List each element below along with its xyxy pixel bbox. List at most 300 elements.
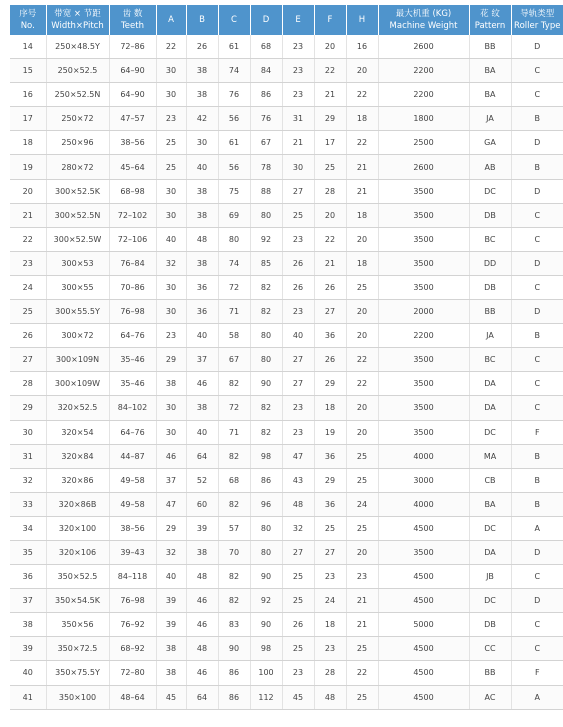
table-cell: 100 <box>250 661 282 685</box>
table-cell: 32 <box>282 516 314 540</box>
table-cell: 300×53 <box>46 251 109 275</box>
table-row <box>10 324 563 348</box>
table-cell: 26 <box>282 613 314 637</box>
table-cell: 19 <box>10 155 46 179</box>
table-cell: BA <box>469 59 511 83</box>
table-cell: 21 <box>314 251 346 275</box>
table-cell: 3500 <box>378 275 469 299</box>
table-cell: 25 <box>156 155 186 179</box>
column-header-sublabel: No. <box>20 21 35 31</box>
table-cell: 24 <box>346 492 378 516</box>
table-cell: BB <box>469 661 511 685</box>
table-cell: 49–58 <box>109 492 156 516</box>
table-cell: D <box>511 35 563 59</box>
table-cell: GA <box>469 131 511 155</box>
table-cell: 20 <box>346 300 378 324</box>
table-cell: 23 <box>282 420 314 444</box>
table-cell: 36 <box>186 300 218 324</box>
table-cell: 80 <box>250 516 282 540</box>
table-cell: 98 <box>250 444 282 468</box>
table-cell: 32 <box>156 251 186 275</box>
table-cell: 22 <box>314 227 346 251</box>
table-cell: 3500 <box>378 420 469 444</box>
table-cell: 48 <box>314 685 346 709</box>
table-cell: 86 <box>250 468 282 492</box>
table-cell: 2000 <box>378 300 469 324</box>
table-cell: C <box>511 227 563 251</box>
table-cell: 49–58 <box>109 468 156 492</box>
table-cell: 34 <box>10 516 46 540</box>
table-cell: 23 <box>282 227 314 251</box>
table-row <box>10 637 563 661</box>
table-cell: 4500 <box>378 516 469 540</box>
table-cell: DA <box>469 372 511 396</box>
table-cell: 26 <box>282 275 314 299</box>
table-cell: 250×72 <box>46 107 109 131</box>
table-cell: 56 <box>218 155 250 179</box>
table-cell: 23 <box>156 107 186 131</box>
table-cell: 46 <box>186 661 218 685</box>
table-cell: 29 <box>314 372 346 396</box>
table-cell: 45–64 <box>109 155 156 179</box>
table-cell: 38 <box>186 251 218 275</box>
table-cell: 69 <box>218 203 250 227</box>
table-cell: 30 <box>282 155 314 179</box>
table-cell: 38 <box>186 203 218 227</box>
table-cell: 23 <box>282 300 314 324</box>
table-cell: 90 <box>250 565 282 589</box>
table-row <box>10 420 563 444</box>
column-header-label: E <box>295 15 301 25</box>
table-row <box>10 396 563 420</box>
table-cell: C <box>511 348 563 372</box>
table-cell: 300×109N <box>46 348 109 372</box>
table-cell: 36 <box>10 565 46 589</box>
table-row <box>10 516 563 540</box>
table-row <box>10 685 563 709</box>
header-row <box>10 5 563 35</box>
table-cell: 22 <box>156 35 186 59</box>
table-cell: 45 <box>282 685 314 709</box>
table-cell: 29 <box>156 516 186 540</box>
table-cell: 48 <box>186 565 218 589</box>
table-cell: 25 <box>346 275 378 299</box>
table-cell: 85 <box>250 251 282 275</box>
table-cell: 27 <box>282 372 314 396</box>
table-cell: 45 <box>156 685 186 709</box>
table-cell: 39 <box>10 637 46 661</box>
table-cell: D <box>511 589 563 613</box>
table-cell: DB <box>469 275 511 299</box>
table-cell: 90 <box>218 637 250 661</box>
table-cell: D <box>511 540 563 564</box>
table-cell: 60 <box>186 492 218 516</box>
table-cell: 90 <box>250 613 282 637</box>
table-cell: 25 <box>346 685 378 709</box>
table-cell: 68 <box>218 468 250 492</box>
column-header <box>469 5 511 35</box>
table-cell: 27 <box>10 348 46 372</box>
table-cell: 39–43 <box>109 540 156 564</box>
table-cell: C <box>511 83 563 107</box>
table-cell: 32 <box>156 540 186 564</box>
table-cell: 72–102 <box>109 203 156 227</box>
table-cell: 25 <box>282 565 314 589</box>
table-cell: 18 <box>10 131 46 155</box>
table-cell: 22 <box>346 661 378 685</box>
table-cell: 25 <box>346 516 378 540</box>
table-cell: B <box>511 324 563 348</box>
table-cell: DC <box>469 589 511 613</box>
table-cell: 86 <box>218 661 250 685</box>
table-cell: 40 <box>156 565 186 589</box>
table-cell: 39 <box>186 516 218 540</box>
table-cell: 24 <box>10 275 46 299</box>
table-cell: 23 <box>314 565 346 589</box>
table-cell: 26 <box>314 348 346 372</box>
table-cell: 2500 <box>378 131 469 155</box>
column-header-label: 序号 <box>19 9 37 19</box>
table-cell: 82 <box>218 492 250 516</box>
table-cell: 3500 <box>378 348 469 372</box>
table-cell: 44–87 <box>109 444 156 468</box>
table-cell: 82 <box>250 300 282 324</box>
table-cell: 22 <box>346 83 378 107</box>
table-cell: 20 <box>346 227 378 251</box>
table-cell: 26 <box>186 35 218 59</box>
table-cell: 3000 <box>378 468 469 492</box>
table-cell: 71 <box>218 300 250 324</box>
table-cell: 80 <box>250 324 282 348</box>
table-cell: 36 <box>314 324 346 348</box>
table-cell: 350×72.5 <box>46 637 109 661</box>
table-cell: 80 <box>218 227 250 251</box>
column-header-label: 齿 数 <box>122 9 143 19</box>
table-cell: 300×55 <box>46 275 109 299</box>
table-cell: BB <box>469 35 511 59</box>
table-row <box>10 613 563 637</box>
table-cell: 300×52.5N <box>46 203 109 227</box>
table-cell: 64–76 <box>109 420 156 444</box>
table-cell: 20 <box>346 59 378 83</box>
column-header-label: C <box>231 15 237 25</box>
table-cell: 3500 <box>378 540 469 564</box>
table-cell: D <box>511 131 563 155</box>
table-cell: 52 <box>186 468 218 492</box>
table-cell: BB <box>469 300 511 324</box>
column-header <box>511 5 563 35</box>
table-cell: 76 <box>218 83 250 107</box>
table-cell: 38 <box>156 661 186 685</box>
table-cell: 36 <box>314 444 346 468</box>
table-cell: C <box>511 203 563 227</box>
table-cell: 23 <box>282 661 314 685</box>
table-cell: 25 <box>346 444 378 468</box>
table-cell: 88 <box>250 179 282 203</box>
table-cell: 40 <box>156 227 186 251</box>
table-cell: 3500 <box>378 227 469 251</box>
table-cell: C <box>511 637 563 661</box>
table-cell: 3500 <box>378 396 469 420</box>
table-cell: 23 <box>10 251 46 275</box>
table-cell: 20 <box>314 203 346 227</box>
table-cell: DC <box>469 420 511 444</box>
table-cell: JA <box>469 324 511 348</box>
table-cell: 57 <box>218 516 250 540</box>
table-cell: 23 <box>156 324 186 348</box>
table-row <box>10 444 563 468</box>
table-cell: 22 <box>314 59 346 83</box>
table-cell: CB <box>469 468 511 492</box>
table-cell: 20 <box>346 396 378 420</box>
table-cell: 78 <box>250 155 282 179</box>
table-cell: 4500 <box>378 661 469 685</box>
table-cell: 4000 <box>378 444 469 468</box>
column-header <box>10 5 46 35</box>
table-cell: 14 <box>10 35 46 59</box>
table-cell: 64–90 <box>109 59 156 83</box>
column-header <box>346 5 378 35</box>
column-header-label: 花 纹 <box>480 9 500 19</box>
table-row <box>10 300 563 324</box>
table-cell: 92 <box>250 589 282 613</box>
table-cell: 250×48.5Y <box>46 35 109 59</box>
table-cell: JA <box>469 107 511 131</box>
table-cell: 47 <box>282 444 314 468</box>
table-cell: 37 <box>10 589 46 613</box>
table-cell: 70–86 <box>109 275 156 299</box>
table-cell: 4500 <box>378 565 469 589</box>
table-cell: 61 <box>218 131 250 155</box>
table-cell: 58 <box>218 324 250 348</box>
table-cell: 25 <box>314 155 346 179</box>
table-cell: 35 <box>10 540 46 564</box>
table-cell: 40 <box>10 661 46 685</box>
table-cell: 280×72 <box>46 155 109 179</box>
table-cell: D <box>511 251 563 275</box>
table-cell: 250×96 <box>46 131 109 155</box>
table-cell: 320×86 <box>46 468 109 492</box>
table-cell: 23 <box>282 396 314 420</box>
table-cell: 36 <box>314 492 346 516</box>
table-cell: 82 <box>218 444 250 468</box>
table-cell: 64–90 <box>109 83 156 107</box>
table-row <box>10 179 563 203</box>
table-cell: 72–86 <box>109 35 156 59</box>
table-cell: 5000 <box>378 613 469 637</box>
table-cell: 30 <box>156 300 186 324</box>
table-cell: 38–56 <box>109 516 156 540</box>
table-cell: 25 <box>314 516 346 540</box>
table-cell: 35–46 <box>109 348 156 372</box>
table-cell: 24 <box>314 589 346 613</box>
table-cell: 38 <box>186 179 218 203</box>
table-cell: 39 <box>156 589 186 613</box>
table-cell: BC <box>469 348 511 372</box>
table-cell: 112 <box>250 685 282 709</box>
table-cell: 48 <box>282 492 314 516</box>
table-cell: 29 <box>156 348 186 372</box>
table-cell: 38 <box>186 83 218 107</box>
table-cell: 28 <box>10 372 46 396</box>
table-cell: 37 <box>186 348 218 372</box>
table-cell: 3500 <box>378 203 469 227</box>
table-cell: 21 <box>282 131 314 155</box>
table-cell: 21 <box>314 83 346 107</box>
table-cell: B <box>511 444 563 468</box>
table-cell: 18 <box>314 613 346 637</box>
table-cell: 4500 <box>378 589 469 613</box>
table-cell: 26 <box>282 251 314 275</box>
table-cell: 320×54 <box>46 420 109 444</box>
table-cell: 67 <box>218 348 250 372</box>
table-cell: 75 <box>218 179 250 203</box>
table-cell: 4500 <box>378 637 469 661</box>
table-cell: 39 <box>156 613 186 637</box>
table-cell: 82 <box>250 396 282 420</box>
table-cell: 4500 <box>378 685 469 709</box>
table-cell: 28 <box>314 179 346 203</box>
table-cell: 18 <box>346 251 378 275</box>
table-cell: 25 <box>156 131 186 155</box>
table-cell: 76–92 <box>109 613 156 637</box>
table-cell: 2200 <box>378 83 469 107</box>
table-body <box>10 35 563 709</box>
table-cell: 38 <box>186 396 218 420</box>
table-cell: 31 <box>10 444 46 468</box>
table-cell: 27 <box>314 300 346 324</box>
table-cell: 27 <box>282 179 314 203</box>
table-cell: 350×54.5K <box>46 589 109 613</box>
table-cell: 82 <box>250 420 282 444</box>
table-cell: 300×109W <box>46 372 109 396</box>
table-cell: 20 <box>346 324 378 348</box>
table-cell: 67 <box>250 131 282 155</box>
table-cell: 18 <box>346 203 378 227</box>
table-row <box>10 540 563 564</box>
table-cell: 72–80 <box>109 661 156 685</box>
table-cell: F <box>511 420 563 444</box>
table-cell: C <box>511 396 563 420</box>
column-header <box>282 5 314 35</box>
table-cell: 76 <box>250 107 282 131</box>
table-row <box>10 275 563 299</box>
table-cell: 68–92 <box>109 637 156 661</box>
table-cell: 80 <box>250 203 282 227</box>
table-cell: 80 <box>250 540 282 564</box>
table-cell: DC <box>469 179 511 203</box>
column-header-label: H <box>358 15 366 25</box>
table-cell: 64 <box>186 444 218 468</box>
table-cell: 20 <box>314 35 346 59</box>
table-cell: DB <box>469 203 511 227</box>
table-cell: 82 <box>218 565 250 589</box>
table-row <box>10 35 563 59</box>
table-cell: 22 <box>346 372 378 396</box>
table-cell: 29 <box>314 468 346 492</box>
table-cell: DD <box>469 251 511 275</box>
table-cell: 23 <box>282 83 314 107</box>
table-cell: 22 <box>346 348 378 372</box>
table-row <box>10 589 563 613</box>
table-cell: 17 <box>10 107 46 131</box>
table-cell: 300×52.5K <box>46 179 109 203</box>
table-cell: 40 <box>186 324 218 348</box>
table-cell: 30 <box>156 59 186 83</box>
table-cell: 4000 <box>378 492 469 516</box>
table-cell: 350×75.5Y <box>46 661 109 685</box>
table-cell: 3500 <box>378 179 469 203</box>
table-row <box>10 661 563 685</box>
table-cell: 43 <box>282 468 314 492</box>
table-cell: 71 <box>218 420 250 444</box>
table-cell: 21 <box>346 613 378 637</box>
table-cell: 2200 <box>378 324 469 348</box>
table-cell: C <box>511 59 563 83</box>
table-cell: 64 <box>186 685 218 709</box>
table-cell: DB <box>469 613 511 637</box>
table-cell: 38 <box>186 59 218 83</box>
table-cell: 3500 <box>378 251 469 275</box>
table-cell: 86 <box>218 685 250 709</box>
table-cell: 29 <box>10 396 46 420</box>
table-cell: 72 <box>218 275 250 299</box>
column-header <box>186 5 218 35</box>
table-cell: B <box>511 155 563 179</box>
table-cell: 21 <box>346 179 378 203</box>
table-cell: 17 <box>314 131 346 155</box>
table-cell: 38 <box>156 372 186 396</box>
table-cell: 21 <box>346 589 378 613</box>
table-cell: 30 <box>156 203 186 227</box>
table-cell: 76–98 <box>109 300 156 324</box>
column-header-label: 导轨类型 <box>520 9 555 19</box>
spec-table <box>10 5 563 710</box>
table-cell: 27 <box>314 540 346 564</box>
table-cell: 76–98 <box>109 589 156 613</box>
table-cell: 46 <box>186 613 218 637</box>
table-row <box>10 83 563 107</box>
table-row <box>10 468 563 492</box>
table-cell: AB <box>469 155 511 179</box>
table-cell: 300×52.5W <box>46 227 109 251</box>
table-cell: DC <box>469 516 511 540</box>
column-header-label: B <box>199 15 205 25</box>
table-cell: 23 <box>282 59 314 83</box>
table-row <box>10 227 563 251</box>
table-cell: C <box>511 275 563 299</box>
table-cell: 320×106 <box>46 540 109 564</box>
table-cell: 350×56 <box>46 613 109 637</box>
table-cell: 22 <box>346 131 378 155</box>
table-cell: 30 <box>186 131 218 155</box>
table-cell: 74 <box>218 59 250 83</box>
column-header <box>314 5 346 35</box>
table-cell: DA <box>469 540 511 564</box>
table-cell: 38 <box>186 540 218 564</box>
table-cell: 48–64 <box>109 685 156 709</box>
table-cell: C <box>511 372 563 396</box>
table-cell: 46 <box>186 589 218 613</box>
table-cell: 76–84 <box>109 251 156 275</box>
table-cell: 2600 <box>378 155 469 179</box>
table-cell: 25 <box>282 589 314 613</box>
table-cell: AC <box>469 685 511 709</box>
column-header-label: 最大机重 (KG) <box>395 9 452 19</box>
column-header-sublabel: Roller Type <box>514 21 561 31</box>
spec-table-container <box>10 5 561 710</box>
table-cell: 84–102 <box>109 396 156 420</box>
